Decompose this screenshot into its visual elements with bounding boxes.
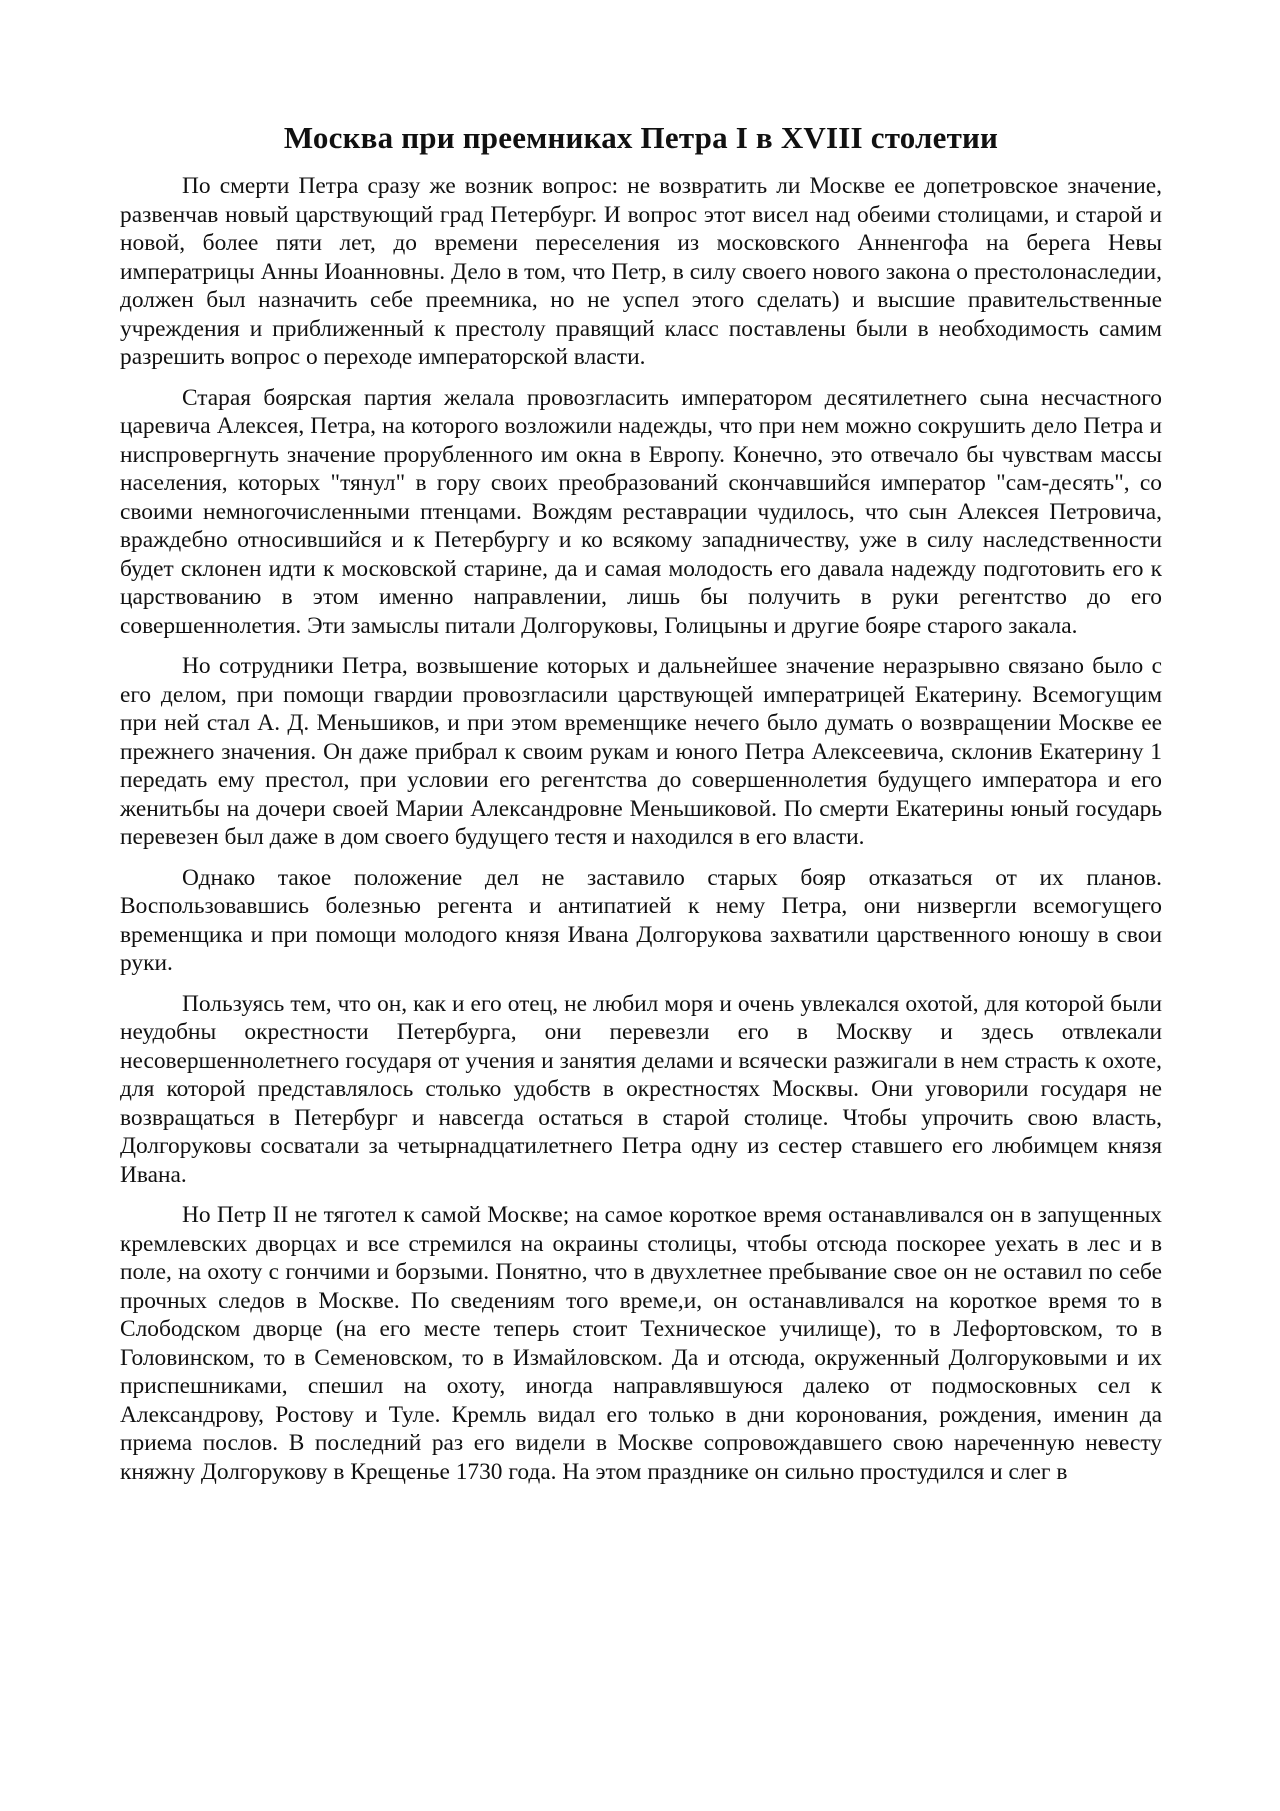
paragraph: Но сотрудники Петра, возвышение которых и дальнейшее значение неразрывно связано было с его делом, при помощи гвардии провозгласили царствующей императрицей Екатерину. Всемогущим при ней стал А. Д. Меньшиков, и при этом временщике нечего было думать о возвращении Москве ее прежнего значения. Он даже прибрал к своим рукам и юного Петра Алексеевича, склонив Екатерину 1 передать ему престол, при условии его регентства до совершеннолетия будущего императора и его женитьбы на дочери своей Марии Александровне Меньшиковой. По смерти Екатерины юный государь перевезен был даже в дом своего будущего тестя и находился в его власти. — [120, 653, 1162, 850]
paragraph: Однако такое положение дел не заставило старых бояр отказаться от их планов. Воспользовавшись болезнью регента и антипатией к нему Петра, они низвергли всемогущего временщика и при помощи молодого князя Ивана Долгорукова захватили царственного юношу в свои руки. — [120, 864, 1162, 976]
document-title: Москва при преемниках Петра I в XVIII столетии — [283, 120, 999, 155]
document-page — [120, 118, 1162, 1498]
paragraph: По смерти Петра сразу же возник вопрос: не возвратить ли Москве ее допетровское значение, развенчав новый царствующий град Петербург. И вопрос этот висел над обеими столицами, и старой и новой, более пяти лет, до времени переселения из московского Анненгофа на берега Невы императрицы Анны Иоанновны. Дело в том, что Петр, в силу своего нового закона о престолонаследии, должен был назначить себе преемника, но не успел этого сделать) и высшие правительственные учреждения и приближенный к престолу правящий класс поставлены были в необходимость самим разрешить вопрос о переходе императорской власти. — [120, 173, 1162, 370]
paragraph: Но Петр II не тяготел к самой Москве; на самое короткое время останавливался он в запущенных кремлевских дворцах и все стремился на окраины столицы, чтобы отсюда поскорее уехать в лес и в поле, на охоту с гончими и борзыми. Понятно, что в двухлетнее пребывание свое он не оставил по себе прочных следов в Москве. По сведениям того време,и, он останавливался на короткое время то в Слободском дворце (на его месте теперь стоит Техническое училище), то в Лефортовском, то в Головинском, то в Семеновском, то в Измайловском. Да и отсюда, окруженный Долгоруковыми и их приспешниками, спешил на охоту, иногда направлявшуюся далеко от подмосковных сел к Александрову, Ростову и Туле. Кремль видал его только в дни коронования, рождения, именин да приема послов. В последний раз его видели в Москве сопровождавшего свою нареченную невесту княжну Долгорукову в Крещенье 1730 года. На этом празднике он сильно простудился и слег в — [120, 1202, 1162, 1485]
paragraph: Пользуясь тем, что он, как и его отец, не любил моря и очень увлекался охотой, для которой были неудобны окрестности Петербурга, они перевезли его в Москву и здесь отвлекали несовершеннолетнего государя от учения и занятия делами и всячески разжигали в нем страсть к охоте, для которой представлялось столько удобств в окрестностях Москвы. Они уговорили государя не возвращаться в Петербург и навсегда остаться в старой столице. Чтобы упрочить свою власть, Долгоруковы сосватали за четырнадцатилетнего Петра одну из сестер ставшего его любимцем князя Ивана. — [120, 990, 1162, 1188]
paragraph: Старая боярская партия желала провозгласить императором десятилетнего сына несчастного царевича Алексея, Петра, на которого возложили надежды, что при нем можно сокрушить дело Петра и ниспровергнуть значение прорубленного им окна в Европу. Конечно, это отвечало бы чувствам массы населения, которых "тянул" в гору своих преобразований скончавшийся император "сам-десять", со своими немногочисленными птенцами. Вождям реставрации чудилось, что сын Алексея Петровича, враждебно относившийся и к Петербургу и ко всякому западничеству, уже в силу наследственности будет склонен идти к московской старине, да и самая молодость его давала надежду подготовить его к царствованию в этом именно направлении, лишь бы получить в руки регентство до его совершеннолетия. Эти замыслы питали Долгоруковы, Голицыны и другие бояре старого закала. — [120, 384, 1162, 639]
